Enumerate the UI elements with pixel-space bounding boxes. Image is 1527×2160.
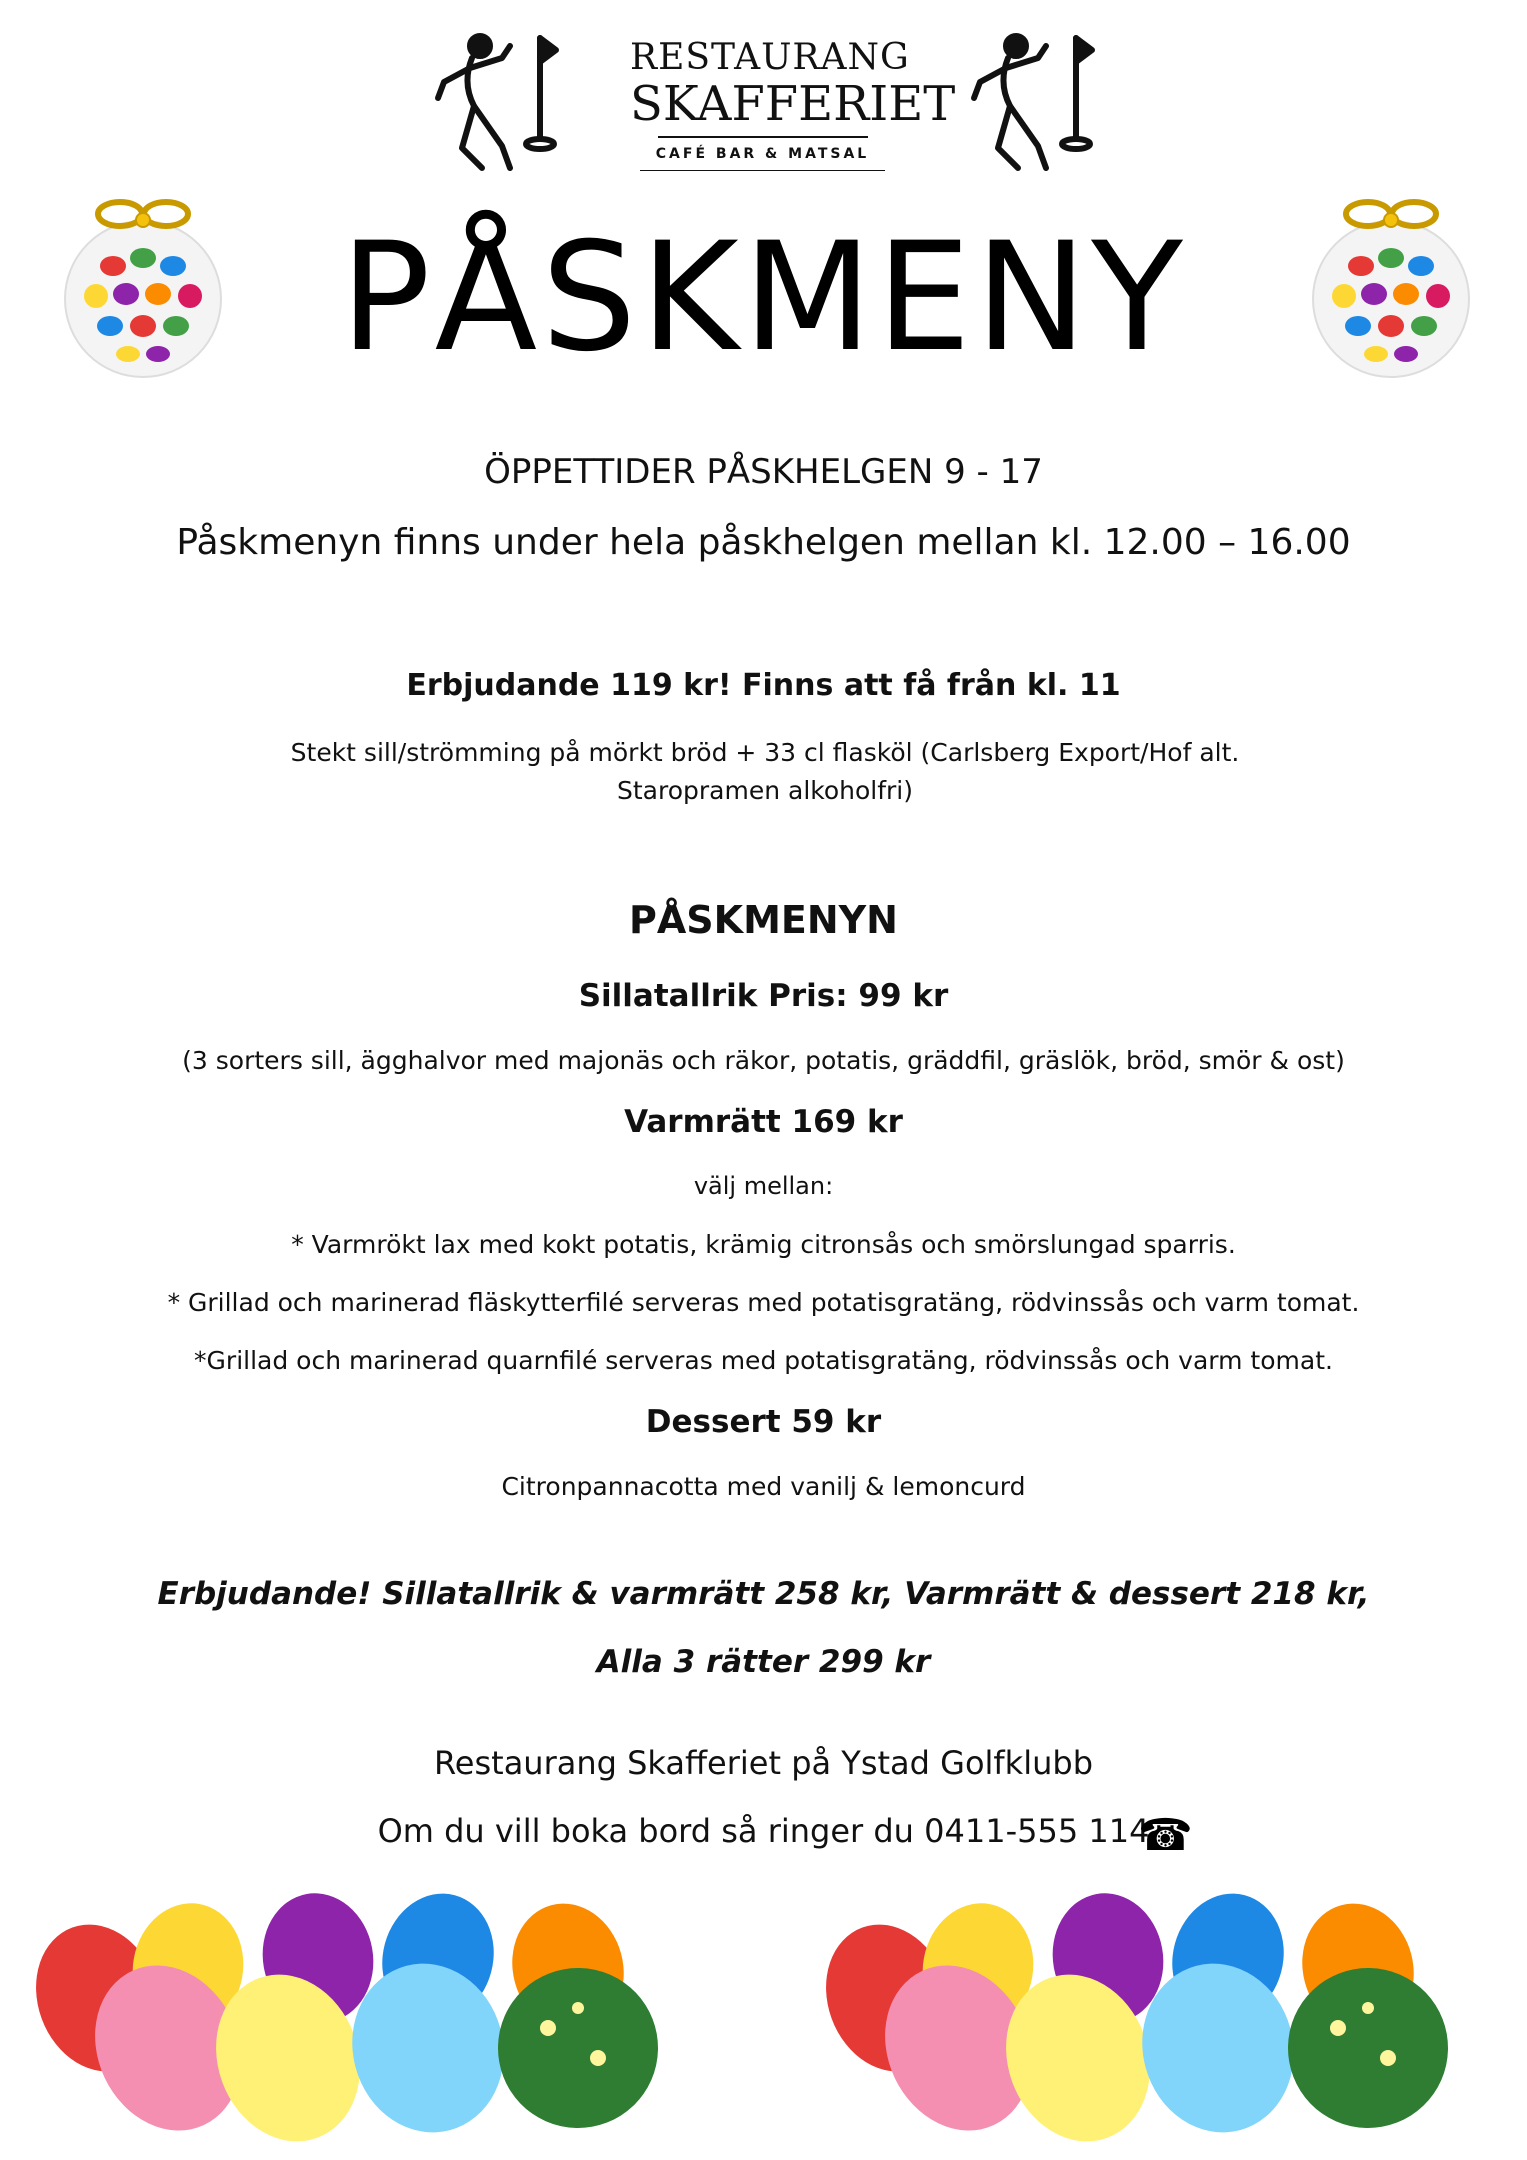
restaurant-location: Restaurang Skafferiet på Ystad Golfklubb bbox=[433, 1744, 1093, 1782]
phone-icon: ☎ bbox=[1138, 1811, 1193, 1860]
logo-tagline: CAFÉ BAR & MATSAL bbox=[655, 146, 870, 162]
main-course-option: * Varmrökt lax med kokt potatis, krämig citronsås och smörslungad sparris. bbox=[291, 1230, 1236, 1259]
easter-eggs-right bbox=[808, 1888, 1527, 2148]
dessert-description: Citronpannacotta med vanilj & lemoncurd bbox=[501, 1472, 1026, 1501]
main-course-choose: välj mellan: bbox=[693, 1172, 834, 1200]
easter-eggs-left bbox=[18, 1888, 738, 2148]
booking-info: Om du vill boka bord så ringer du 0411-555 114 bbox=[377, 1812, 1150, 1850]
opening-hours: ÖPPETTIDER PÅSKHELGEN 9 - 17 bbox=[484, 452, 1043, 492]
offer-title: Erbjudande 119 kr! Finns att få från kl. 11 bbox=[406, 668, 1121, 703]
dessert-title: Dessert 59 kr bbox=[645, 1404, 882, 1440]
herring-plate-description: (3 sorters sill, ägghalvor med majonäs och räkor, potatis, gräddfil, gräslök, bröd, smör & ost) bbox=[182, 1046, 1345, 1075]
menu-availability: Påskmenyn finns under hela påskhelgen mellan kl. 12.00 – 16.00 bbox=[176, 522, 1351, 563]
offer-description: Stekt sill/strömming på mörkt bröd + 33 cl flasköl (Carlsberg Export/Hof alt. Staropramen alkoholfri) bbox=[290, 738, 1240, 805]
combo-deal: Erbjudande! Sillatallrik & varmrätt 258 kr, Varmrätt & dessert 218 kr, bbox=[157, 1576, 1370, 1612]
combo-deal: Alla 3 rätter 299 kr bbox=[596, 1644, 931, 1680]
logo-line1: RESTAURANG bbox=[630, 37, 910, 78]
logo-underline bbox=[640, 170, 885, 171]
main-course-option: * Grillad och marinerad fläskytterfilé serveras med potatisgratäng, rödvinssås och varm tomat. bbox=[167, 1288, 1360, 1317]
golfer-icon bbox=[432, 28, 562, 178]
main-course-option: *Grillad och marinerad quarnfilé serveras med potatisgratäng, rödvinssås och varm tomat. bbox=[194, 1346, 1333, 1375]
logo-line2: SKAFFERIET bbox=[630, 76, 956, 132]
restaurant-logo bbox=[630, 37, 956, 176]
logo-divider bbox=[658, 136, 868, 138]
main-course-title: Varmrätt 169 kr bbox=[624, 1104, 903, 1140]
herring-plate-title: Sillatallrik Pris: 99 kr bbox=[578, 978, 949, 1014]
page-title: PÅSKMENY bbox=[340, 211, 1187, 385]
menu-heading: PÅSKMENYN bbox=[629, 898, 898, 942]
golfer-icon bbox=[968, 28, 1098, 178]
